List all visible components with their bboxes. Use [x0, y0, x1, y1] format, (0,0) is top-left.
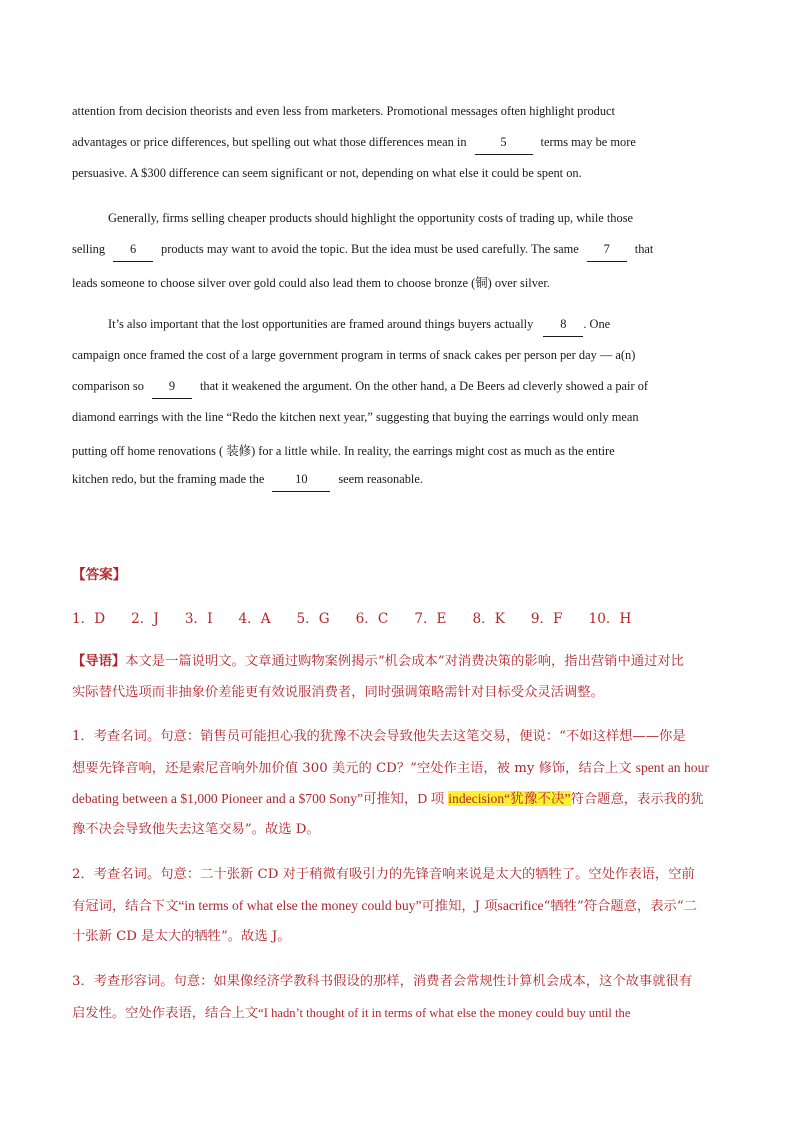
- explanation-text: spent an hour: [635, 760, 709, 775]
- answer-header: 【答案】: [72, 567, 127, 583]
- explanation-text: sacrifice: [497, 898, 544, 913]
- passage-line: putting off home renovations ( 装修) for a little while. In reality, the earrings might cost as much as the entire: [72, 444, 615, 458]
- explanation-line: [72, 758, 722, 779]
- explanation-text: “牺牲”符合题意，表示“二: [543, 899, 697, 914]
- passage-text: kitchen redo, but the framing made the: [72, 472, 265, 486]
- explanation-line: 十张新 CD 是太大的牺牲”。故选 J。: [72, 929, 291, 944]
- answer-item: 6．C: [355, 611, 389, 627]
- passage-text: selling: [72, 242, 106, 256]
- passage-text: terms may be more: [540, 135, 636, 149]
- answer-item: 8．K: [472, 611, 505, 627]
- passage-text: that: [634, 242, 654, 256]
- explanation-text: 想要先锋音响，还是索尼音响外加价值 300 美元的 CD？”空处作主语，被 my 修饰，结合上文: [72, 761, 632, 776]
- blank-5: 5: [475, 135, 533, 155]
- highlighted-answer: indecision“犹豫不决”: [448, 791, 571, 806]
- explanation-line: [72, 1003, 722, 1024]
- passage-line: [108, 317, 722, 337]
- explanation-line: 1．考查名词。句意：销售员可能担心我的犹豫不决会导致他失去这笔交易，便说：“不如这样想——你是: [72, 729, 686, 744]
- answer-item: 4．A: [238, 611, 271, 627]
- passage-line: attention from decision theorists and even less from marketers. Promotional messages often highlight product: [72, 104, 616, 118]
- passage-line: [72, 135, 722, 155]
- passage-line: Generally, firms selling cheaper products should highlight the opportunity costs of trading up, while those: [108, 211, 634, 225]
- explanation-line: 豫不决会导致他失去这笔交易”。故选 D。: [72, 822, 320, 837]
- guide-tag: 【导语】: [72, 654, 126, 669]
- passage-line: persuasive. A $300 difference can seem significant or not, depending on what else it could be spent on.: [72, 166, 582, 180]
- passage-text: that it weakened the argument. On the other hand, a De Beers ad cleverly showed a pair of: [199, 379, 649, 393]
- answer-item: 10．H: [588, 611, 632, 627]
- answer-item: 1．D: [72, 611, 106, 627]
- blank-10: 10: [272, 472, 330, 492]
- explanation-text: debating between a $1,000 Pioneer and a $700 Sony”可推知，D 项: [72, 791, 445, 806]
- passage-line: [72, 379, 722, 399]
- passage-text: products may want to avoid the topic. But the idea must be used carefully. The same: [161, 242, 579, 256]
- explanation-line: 3．考查形容词。句意：如果像经济学教科书假设的那样，消费者会常规性计算机会成本，这个故事就很有: [72, 974, 693, 989]
- answer-list: [72, 607, 657, 627]
- guide-text: 本文是一篇说明文。文章通过购物案例揭示“机会成本”对消费决策的影响，指出营销中通过对比: [125, 654, 684, 669]
- passage-text: . One: [583, 317, 611, 331]
- guide-line: 实际替代选项而非抽象价差能更有效说服消费者，同时强调策略需针对目标受众灵活调整。: [72, 685, 604, 700]
- answer-item: 3．I: [184, 611, 213, 627]
- answer-item: 2．J: [131, 611, 159, 627]
- blank-8: 8: [543, 317, 583, 337]
- passage-line: [72, 242, 722, 262]
- answer-item: 7．E: [414, 611, 447, 627]
- answer-item: 5．G: [296, 611, 330, 627]
- explanation-line: [72, 789, 722, 810]
- guide-line: [72, 652, 722, 672]
- passage-text: advantages or price differences, but spelling out what those differences mean in: [72, 135, 467, 149]
- explanation-text: 可推知，J 项: [421, 899, 498, 914]
- explanation-text: 启发性。空处作表语，结合上文: [72, 1006, 259, 1021]
- explanation-text: 有冠词，结合下文: [72, 899, 179, 914]
- passage-line: diamond earrings with the line “Redo the kitchen next year,” suggesting that buying the earrings would only mean: [72, 410, 639, 424]
- blank-7: 7: [587, 242, 627, 262]
- passage-text: comparison so: [72, 379, 144, 393]
- passage-text: seem reasonable.: [338, 472, 423, 486]
- answer-item: 9．F: [530, 611, 563, 627]
- explanation-line: 2．考查名词。句意：二十张新 CD 对于稍微有吸引力的先锋音响来说是太大的牺牲了。空处作表语，空前: [72, 867, 695, 882]
- blank-6: 6: [113, 242, 153, 262]
- passage-line: [72, 472, 722, 492]
- blank-9: 9: [152, 379, 192, 399]
- passage-text: It’s also important that the lost opportunities are framed around things buyers actually: [108, 317, 534, 331]
- explanation-text: “I hadn’t thought of it in terms of what else the money could buy until the: [258, 1006, 631, 1020]
- explanation-text: “in terms of what else the money could buy”: [178, 898, 422, 913]
- passage-line: campaign once framed the cost of a large government program in terms of snack cakes per person per day — a(n): [72, 348, 636, 362]
- explanation-line: [72, 896, 722, 917]
- explanation-text: 符合题意，表示我的犹: [570, 792, 704, 807]
- passage-line: leads someone to choose silver over gold could also lead them to choose bronze (铜) over silver.: [72, 276, 550, 290]
